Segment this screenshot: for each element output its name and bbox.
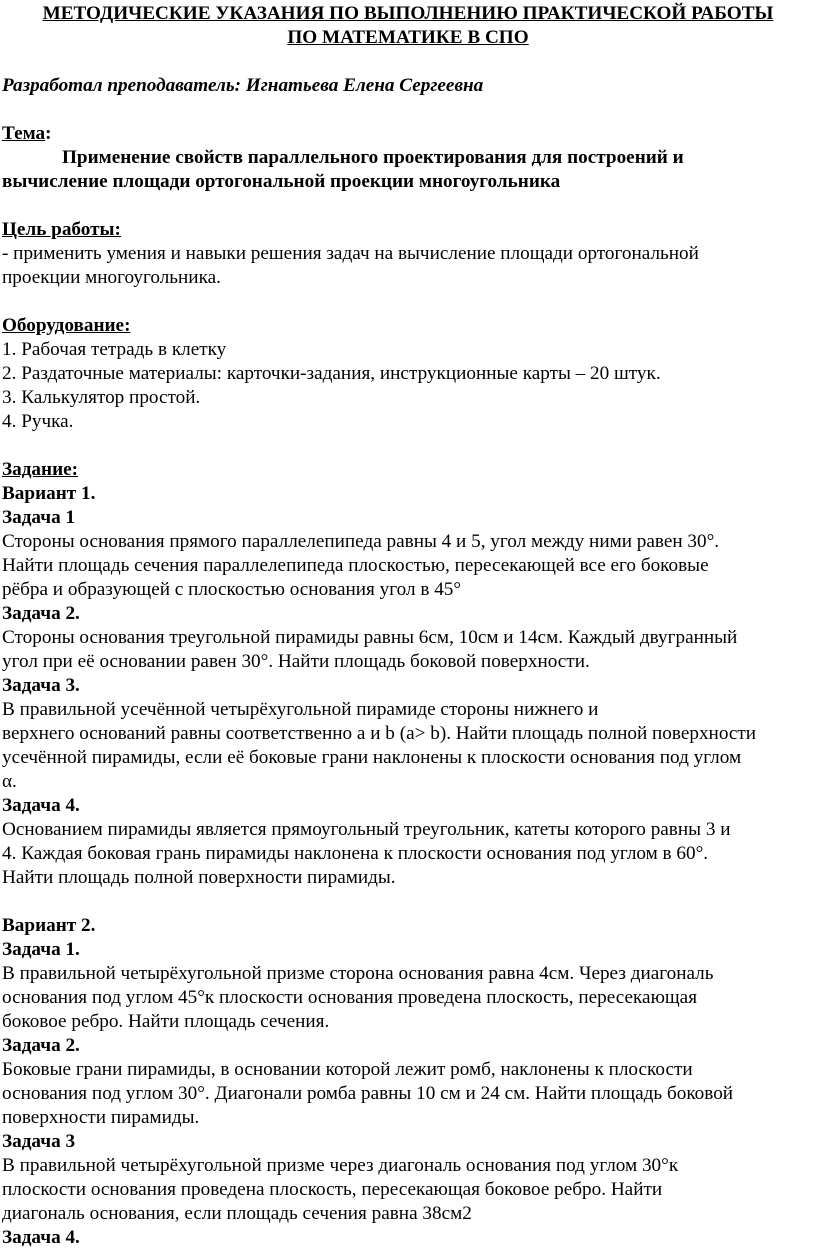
doc-title-line-1: МЕТОДИЧЕСКИЕ УКАЗАНИЯ ПО ВЫПОЛНЕНИЮ ПРАКТИЧЕСКОЙ РАБОТЫ (42, 3, 774, 24)
topic-text-line-1: Применение свойств параллельного проектирования для построений и (62, 147, 684, 168)
v2-task-3-line: диагональ основания, если площадь сечения равна 38см2 (2, 1203, 472, 1224)
v1-task-4-line: 4. Каждая боковая грань пирамиды наклонена к плоскости основания под углом в 60°. (2, 843, 709, 864)
v1-task-3-line: α. (2, 771, 17, 792)
goal-text-line-1: - применить умения и навыки решения задач на вычисление площади ортогональной (2, 243, 699, 264)
topic-label: Тема (2, 123, 46, 144)
equipment-item: 1. Рабочая тетрадь в клетку (2, 339, 227, 360)
doc-title-line-2: ПО МАТЕМАТИКЕ В СПО (287, 27, 529, 48)
v2-task-3-title: Задача 3 (2, 1131, 76, 1152)
equipment-item: 2. Раздаточные материалы: карточки-задания, инструкционные карты – 20 штук. (2, 363, 661, 384)
v1-task-1-line: Стороны основания прямого параллелепипеда равны 4 и 5, угол между ними равен 30°. (2, 531, 720, 552)
v2-task-2-line: Боковые грани пирамиды, в основании которой лежит ромб, наклонены к плоскости (2, 1059, 693, 1080)
v2-task-1-title: Задача 1. (2, 939, 80, 960)
topic-heading (2, 122, 52, 146)
v1-task-3-line: усечённой пирамиды, если её боковые грани наклонены к плоскости основания под углом (2, 747, 742, 768)
equipment-item: 3. Калькулятор простой. (2, 387, 201, 408)
equipment-heading: Оборудование: (2, 315, 131, 336)
task-heading: Задание: (2, 459, 79, 480)
v2-task-1-line: боковое ребро. Найти площадь сечения. (2, 1011, 330, 1032)
v2-task-3-line: плоскости основания проведена плоскость, пересекающая боковое ребро. Найти (2, 1179, 663, 1200)
variant-1-title: Вариант 1. (2, 483, 96, 504)
v1-task-3-title: Задача 3. (2, 675, 80, 696)
v2-task-2-title: Задача 2. (2, 1035, 80, 1056)
v1-task-1-line: Найти площадь сечения параллелепипеда плоскостью, пересекающей все его боковые (2, 555, 709, 576)
variant-2-title: Вариант 2. (2, 915, 96, 936)
v2-task-1-line: основания под углом 45°к плоскости основания проведена плоскость, пересекающая (2, 987, 698, 1008)
goal-text-line-2: проекции многоугольника. (2, 267, 221, 288)
v2-task-1-line: В правильной четырёхугольной призме сторона основания равна 4см. Через диагональ (2, 963, 714, 984)
v1-task-1-line: рёбра и образующей с плоскостью основания угол в 45° (2, 579, 462, 600)
v2-task-2-line: основания под углом 30°. Диагонали ромба равны 10 см и 24 см. Найти площадь боковой (2, 1083, 734, 1104)
v1-task-4-line: Найти площадь полной поверхности пирамиды. (2, 867, 396, 888)
v2-task-4-title: Задача 4. (2, 1227, 80, 1248)
topic-text-line-2: вычисление площади ортогональной проекции многоугольника (2, 171, 561, 192)
v2-task-2-line: поверхности пирамиды. (2, 1107, 200, 1128)
v1-task-3-line: В правильной усечённой четырёхугольной пирамиде стороны нижнего и (2, 699, 599, 720)
v1-task-4-line: Основанием пирамиды является прямоугольный треугольник, катеты которого равны 3 и (2, 819, 731, 840)
v1-task-4-title: Задача 4. (2, 795, 80, 816)
equipment-item: 4. Ручка. (2, 411, 74, 432)
v1-task-2-line: угол при её основании равен 30°. Найти площадь боковой поверхности. (2, 651, 590, 672)
goal-heading: Цель работы: (2, 219, 121, 240)
topic-colon: : (45, 123, 52, 144)
v1-task-3-line: верхнего оснований равны соответственно a и b (a> b). Найти площадь полной поверхности (2, 723, 757, 744)
v1-task-1-title: Задача 1 (2, 507, 76, 528)
author-line: Разработал преподаватель: Игнатьева Елена Сергеевна (2, 75, 484, 96)
v2-task-3-line: В правильной четырёхугольной призме через диагональ основания под углом 30°к (2, 1155, 679, 1176)
v1-task-2-title: Задача 2. (2, 603, 80, 624)
v1-task-2-line: Стороны основания треугольной пирамиды равны 6см, 10см и 14см. Каждый двугранный (2, 627, 738, 648)
